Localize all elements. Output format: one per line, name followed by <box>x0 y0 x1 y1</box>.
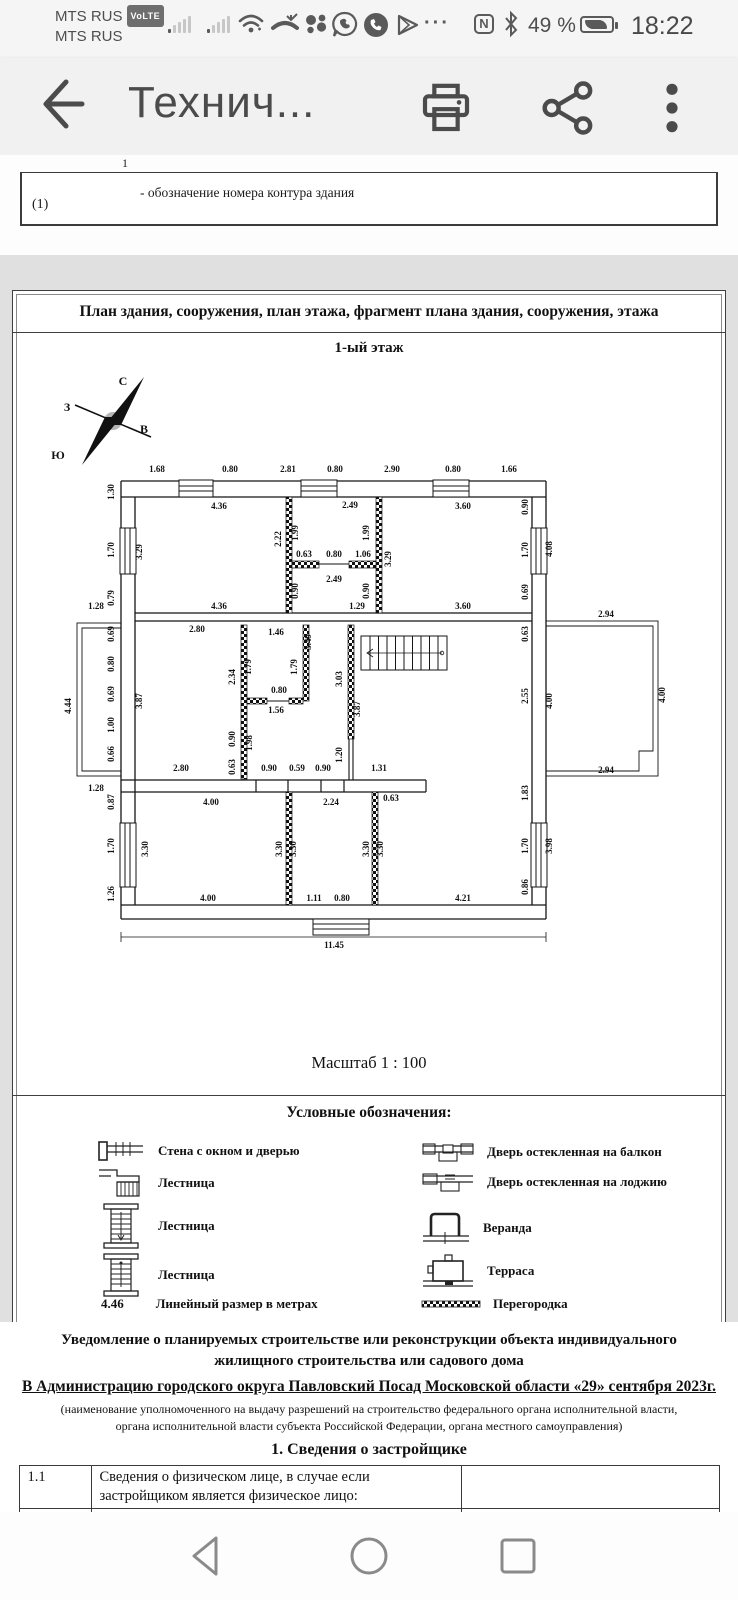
legend-row-stairs-1 <box>96 1166 215 1200</box>
addressee-line: В Администрацию городского округа Павловский Посад Московской области «29» сентября 2023г. <box>21 1378 717 1395</box>
svg-text:0.63: 0.63 <box>227 759 237 775</box>
svg-text:4.00: 4.00 <box>203 797 219 807</box>
legend-row-stairs-3 <box>96 1252 215 1298</box>
svg-text:1.99: 1.99 <box>361 525 371 541</box>
document-page-1-partial <box>0 155 738 255</box>
svg-text:1.06: 1.06 <box>355 549 371 559</box>
signal-strength-icon-2 <box>207 15 230 33</box>
svg-text:4.36: 4.36 <box>211 501 227 511</box>
svg-text:4.08: 4.08 <box>544 541 554 557</box>
wifi-icon <box>238 12 266 36</box>
status-bar <box>0 0 738 58</box>
svg-text:1.26: 1.26 <box>106 886 116 902</box>
legend-row-partition <box>421 1296 568 1312</box>
svg-text:0.63: 0.63 <box>383 793 399 803</box>
addressee-note-line1: (наименование уполномоченного на выдачу разрешений на строительство федерального органа исполнительной власти, <box>60 1402 678 1416</box>
svg-text:1.20: 1.20 <box>334 747 344 763</box>
legend-label: Терраса <box>487 1263 535 1278</box>
svg-text:4.00: 4.00 <box>544 693 554 709</box>
svg-text:1.29: 1.29 <box>349 601 365 611</box>
svg-text:0.69: 0.69 <box>520 584 530 600</box>
svg-text:0.86: 0.86 <box>520 879 530 895</box>
svg-text:2.81: 2.81 <box>280 464 296 474</box>
stairs-icon <box>96 1202 146 1250</box>
notification-heading-line2: жилищного строительства или садового дома <box>214 1353 524 1369</box>
svg-text:0.80: 0.80 <box>271 685 287 695</box>
app-toolbar <box>0 58 738 155</box>
legend-row-balcony-door <box>421 1140 662 1164</box>
battery-percent: 49 % <box>528 14 576 37</box>
carrier-name-line1 <box>55 5 164 27</box>
dimension-labels <box>63 464 667 950</box>
legend-title: Условные обозначения: <box>286 1104 452 1121</box>
table-row <box>19 1466 719 1509</box>
svg-text:4.44: 4.44 <box>63 698 73 714</box>
contour-number-tick: 1 <box>122 156 128 170</box>
android-nav-bar <box>0 1512 738 1600</box>
svg-text:0.87: 0.87 <box>106 794 116 810</box>
legend-row-loggia-door <box>421 1170 667 1194</box>
svg-text:0.90: 0.90 <box>290 583 300 599</box>
svg-text:1.70: 1.70 <box>106 838 116 854</box>
outer-walls <box>121 481 546 919</box>
svg-text:3.98: 3.98 <box>544 838 554 854</box>
contour-number-label: (1) <box>32 197 49 212</box>
viber-icon <box>331 11 359 39</box>
partition-icon <box>421 1298 481 1310</box>
svg-text:С: С <box>118 374 128 388</box>
legend-label: Дверь остекленная на балкон <box>487 1144 662 1159</box>
svg-text:0.69: 0.69 <box>106 686 116 702</box>
legend-label: Лестница <box>158 1175 215 1190</box>
svg-text:0.63: 0.63 <box>520 626 530 642</box>
section-heading: 1. Сведения о застройщике <box>271 1441 467 1458</box>
carrier-text: MTS RUS <box>55 8 123 25</box>
legend-label: Перегородка <box>493 1296 568 1311</box>
veranda-icon <box>421 1210 471 1246</box>
svg-text:4.36: 4.36 <box>211 601 227 611</box>
svg-text:2.94: 2.94 <box>598 765 614 775</box>
svg-text:2.34: 2.34 <box>227 669 237 685</box>
svg-text:3.30: 3.30 <box>361 841 371 857</box>
compass-rose <box>51 374 151 465</box>
svg-text:1.11: 1.11 <box>306 893 322 903</box>
legend-row-linear-size <box>101 1296 318 1312</box>
svg-text:1.98: 1.98 <box>244 735 254 751</box>
svg-text:1.28: 1.28 <box>88 601 104 611</box>
bluetooth-icon <box>503 11 519 37</box>
legend-label: Веранда <box>483 1220 532 1235</box>
svg-text:3.30: 3.30 <box>375 841 385 857</box>
svg-text:0.79: 0.79 <box>106 590 116 606</box>
legend-label: Лестница <box>158 1267 215 1282</box>
clock-time: 18:22 <box>631 12 694 40</box>
svg-text:0.69: 0.69 <box>106 626 116 642</box>
document-scroll-area[interactable] <box>0 155 738 1512</box>
svg-text:0.90: 0.90 <box>315 763 331 773</box>
back-button[interactable] <box>36 72 84 136</box>
svg-text:3.60: 3.60 <box>455 501 471 511</box>
phone-call-icon <box>362 11 390 39</box>
nav-home-button[interactable] <box>343 1530 395 1582</box>
svg-text:3.87: 3.87 <box>134 693 144 709</box>
plan-sheet-title: План здания, сооружения, план этажа, фрагмент плана здания, сооружения, этажа <box>13 291 725 333</box>
svg-text:1.56: 1.56 <box>268 705 284 715</box>
svg-text:0.80: 0.80 <box>106 656 116 672</box>
svg-text:0.90: 0.90 <box>361 583 371 599</box>
legend-row-wall-window-door <box>96 1138 300 1164</box>
svg-text:1.70: 1.70 <box>520 542 530 558</box>
battery-eco-icon <box>580 16 614 33</box>
svg-text:2.94: 2.94 <box>598 609 614 619</box>
row-number: 1.1 <box>19 1466 91 1509</box>
svg-text:3.30: 3.30 <box>288 841 298 857</box>
compass-labels <box>51 374 148 462</box>
svg-text:3.49: 3.49 <box>303 634 313 650</box>
legend-row-terrace <box>421 1252 534 1290</box>
svg-text:0.59: 0.59 <box>289 763 305 773</box>
svg-text:3.87: 3.87 <box>352 701 362 717</box>
svg-text:0.66: 0.66 <box>106 746 116 762</box>
contour-note-text: - обозначение номера контура здания <box>140 185 355 200</box>
svg-text:2.90: 2.90 <box>384 464 400 474</box>
nav-back-button[interactable] <box>182 1530 234 1582</box>
svg-text:1.70: 1.70 <box>106 542 116 558</box>
eco-leaf-icon <box>585 20 607 29</box>
wall-window-door-icon <box>96 1138 146 1164</box>
app-dots-icon <box>303 13 329 37</box>
svg-text:1.46: 1.46 <box>268 627 284 637</box>
svg-text:В: В <box>139 422 149 436</box>
addressee-note-line2: органа исполнительной власти субъекта Российской Федерации, органа местного самоуправления) <box>115 1419 623 1433</box>
floor-label: 1-ый этаж <box>334 339 404 356</box>
svg-text:3.30: 3.30 <box>140 841 150 857</box>
row-label: Сведения о физическом лице, в случае если застройщиком является физическое лицо: <box>91 1466 461 1509</box>
stairs-icon <box>96 1252 146 1298</box>
notification-heading-line1: Уведомление о планируемых строительстве или реконструкции объекта индивидуального <box>61 1332 677 1348</box>
svg-text:0.80: 0.80 <box>222 464 238 474</box>
volte-badge: VoLTE <box>127 5 165 27</box>
document-page-3-notification <box>0 1322 738 1512</box>
balcony-door-icon <box>421 1140 475 1164</box>
svg-text:2.55: 2.55 <box>520 688 530 704</box>
document-page-2-floor-plan <box>12 290 726 1465</box>
svg-text:1.31: 1.31 <box>371 763 387 773</box>
signal-strength-icon-1 <box>168 15 191 33</box>
svg-text:1.99: 1.99 <box>290 525 300 541</box>
scale-label: Масштаб 1 : 100 <box>311 1053 427 1072</box>
svg-text:0.90: 0.90 <box>227 731 237 747</box>
svg-text:0.80: 0.80 <box>334 893 350 903</box>
svg-text:1.28: 1.28 <box>88 783 104 793</box>
svg-text:1.66: 1.66 <box>501 464 517 474</box>
staircase <box>361 636 447 670</box>
svg-text:0.63: 0.63 <box>296 549 312 559</box>
svg-text:3.03: 3.03 <box>334 671 344 687</box>
svg-text:2.22: 2.22 <box>273 531 283 547</box>
svg-text:1.79: 1.79 <box>243 659 253 675</box>
svg-text:0.80: 0.80 <box>327 464 343 474</box>
svg-text:4.00: 4.00 <box>200 893 216 903</box>
svg-text:4.21: 4.21 <box>455 893 471 903</box>
svg-text:3.29: 3.29 <box>134 544 144 560</box>
svg-text:1.30: 1.30 <box>106 484 116 500</box>
side-protrusions <box>77 621 658 776</box>
svg-text:3.30: 3.30 <box>274 841 284 857</box>
linear-size-sample: 4.46 <box>101 1296 124 1311</box>
svg-text:1.79: 1.79 <box>289 659 299 675</box>
svg-text:1.00: 1.00 <box>106 717 116 733</box>
nav-recents-button[interactable] <box>492 1530 544 1582</box>
legend-label: Линейный размер в метрах <box>155 1296 318 1311</box>
svg-text:1.70: 1.70 <box>520 838 530 854</box>
floor-plan-drawing <box>13 361 727 961</box>
legend-note-box <box>20 172 718 226</box>
carrier-name-line2: MTS RUS <box>55 28 123 45</box>
page-title: Технич... <box>128 78 316 127</box>
svg-text:0.80: 0.80 <box>326 549 342 559</box>
loggia-door-icon <box>421 1170 475 1194</box>
svg-text:0.80: 0.80 <box>445 464 461 474</box>
play-store-icon <box>395 13 421 37</box>
svg-text:2.49: 2.49 <box>326 574 342 584</box>
svg-text:2.80: 2.80 <box>189 624 205 634</box>
svg-text:3.60: 3.60 <box>455 601 471 611</box>
nfc-icon: N <box>474 14 494 34</box>
stairs-icon <box>96 1166 146 1200</box>
svg-text:0.90: 0.90 <box>261 763 277 773</box>
svg-text:1.83: 1.83 <box>520 785 530 801</box>
svg-text:2.49: 2.49 <box>342 500 358 510</box>
terrace-icon <box>421 1252 475 1290</box>
print-button[interactable] <box>418 80 474 136</box>
menu-kebab-button[interactable] <box>644 80 700 136</box>
svg-text:4.00: 4.00 <box>657 687 667 703</box>
legend-row-veranda <box>421 1210 532 1246</box>
svg-text:З: З <box>63 400 71 414</box>
svg-text:2.80: 2.80 <box>173 763 189 773</box>
legend-label: Дверь остекленная на лоджию <box>487 1174 667 1189</box>
svg-text:2.24: 2.24 <box>323 797 339 807</box>
svg-text:0.90: 0.90 <box>520 499 530 515</box>
svg-text:11.45: 11.45 <box>324 940 344 950</box>
svg-text:Ю: Ю <box>51 448 65 462</box>
missed-call-icon <box>270 12 300 36</box>
legend-label: Стена с окном и дверью <box>158 1143 300 1158</box>
svg-text:1.68: 1.68 <box>149 464 165 474</box>
share-button[interactable] <box>540 80 596 136</box>
svg-text:3.29: 3.29 <box>383 551 393 567</box>
row-value <box>461 1466 719 1509</box>
legend-row-stairs-2 <box>96 1202 215 1250</box>
more-status-icons: ··· <box>424 12 450 34</box>
legend-label: Лестница <box>158 1218 215 1233</box>
